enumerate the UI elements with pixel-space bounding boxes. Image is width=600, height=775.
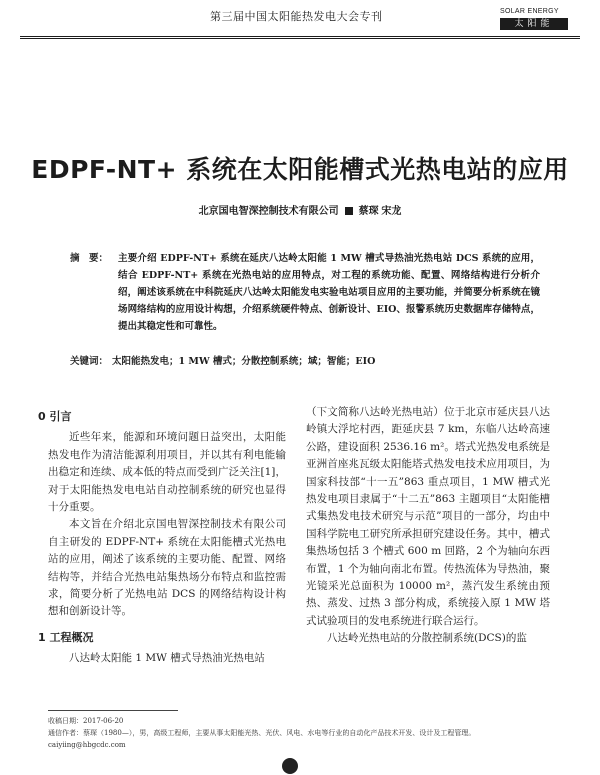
body-column-left [38, 404, 286, 668]
header-divider-secondary [20, 38, 580, 39]
page-mark-icon [282, 758, 298, 774]
footnote-received: 收稿日期：2017-06-20 [48, 717, 124, 725]
body-column-right [306, 404, 550, 648]
abstract-text: 主要介绍 EDPF-NT+ 系统在延庆八达岭太阳能 1 MW 槽式导热油光热电站 DCS 系统的应用，结合 EDPF-NT+ 系统在光热电站的应用特点，对工程的系统功能、配置、网络结构进行分析介绍，阐述该系统在中科院延庆八达岭太阳能发电实验电站项目应用的主要功能，并简要分析系统在镜场网络结构的应用设计构想，介绍系统硬件特点、创新设计、EIO、报警系统历史数据库存储特点，提出其稳定性和可靠性。 [118, 253, 540, 332]
keywords-text: 太阳能热发电；1 MW 槽式；分散控制系统；域；智能；EIO [112, 356, 376, 367]
header-divider [20, 36, 580, 37]
footnote-email: caiyiing@hbgcdc.com [48, 741, 126, 749]
footnote-divider [48, 710, 178, 711]
keywords [70, 353, 540, 367]
paragraph: 八达岭光热电站的分散控制系统(DCS)的监 [327, 632, 527, 645]
keywords-label: 关键词： [70, 356, 109, 367]
section-heading-overview: 1 工程概况 [38, 630, 94, 644]
affiliation: 北京国电智深控制技术有限公司 [198, 206, 339, 217]
article-title: EDPF-NT+ 系统在太阳能槽式光热电站的应用 [31, 155, 569, 184]
abstract [70, 250, 540, 335]
paragraph: 本文旨在介绍北京国电智深控制技术有限公司自主研发的 EDPF-NT+ 系统在太阳能槽式光热电站的应用，阐述了该系统的主要功能、配置、网络结构等，并结合光热电站集热场分布特点和监控需求，简要分析了光热电站 DCS 的网络结构设计构想和创新设计等。 [48, 518, 286, 618]
paragraph: 八达岭太阳能 1 MW 槽式导热油光热电站 [69, 652, 265, 665]
journal-header-title: 第三届中国太阳能热发电大会专刊 [210, 10, 383, 23]
journal-logo-en: SOLAR ENERGY [500, 8, 559, 15]
abstract-label: 摘 要： [70, 253, 109, 264]
journal-logo-cn: 太阳能 [500, 18, 568, 30]
section-heading-intro: 0 引言 [38, 410, 72, 423]
separator-square-icon [345, 207, 353, 215]
authors: 蔡琛 宋龙 [358, 206, 402, 217]
paragraph: 近些年来，能源和环境问题日益突出，太阳能热发电作为清洁能源利用项目，并以其有利电能输出稳定和连续、成本低的特点而受到广泛关注[1]，对于太阳能热发电电站自动控制系统的研究也显得十分重要。 [48, 431, 286, 514]
author-line [20, 202, 580, 217]
paragraph: （下文简称八达岭光热电站）位于北京市延庆县八达岭镇大浮坨村西，距延庆县 7 km，东临八达岭高速公路，建设面积 2536.16 m²。塔式光热发电系统是亚洲首座兆瓦级太阳能塔式热发电技术应用项目，为国家科技部“十一五”863 重点项目，1 MW 槽式光热发电项目隶属于“十二五”863 主题项目“太阳能槽式集热发电技术研究与示范”项目的一部分，均由中国科学院电工研究所承担研究建设任务。其中，槽式集热场包括 3 个槽式 600 m 回路，2 个为轴向东西布置，1 个为轴向南北布置。传热流体为导热油，聚光镜采光总面积为 10000 m²，蒸汽发生系统由预热、蒸发、过热 3 部分构成，系统接入原 1 MW 塔式试验项目的发电系统进行联合运行。 [306, 406, 550, 627]
footnote-author-info: 通信作者：蔡琛（1980—），男，高级工程师，主要从事太阳能光热、光伏、风电、水电等行业的自动化产品技术开发、设计及工程管理。 [48, 729, 476, 737]
